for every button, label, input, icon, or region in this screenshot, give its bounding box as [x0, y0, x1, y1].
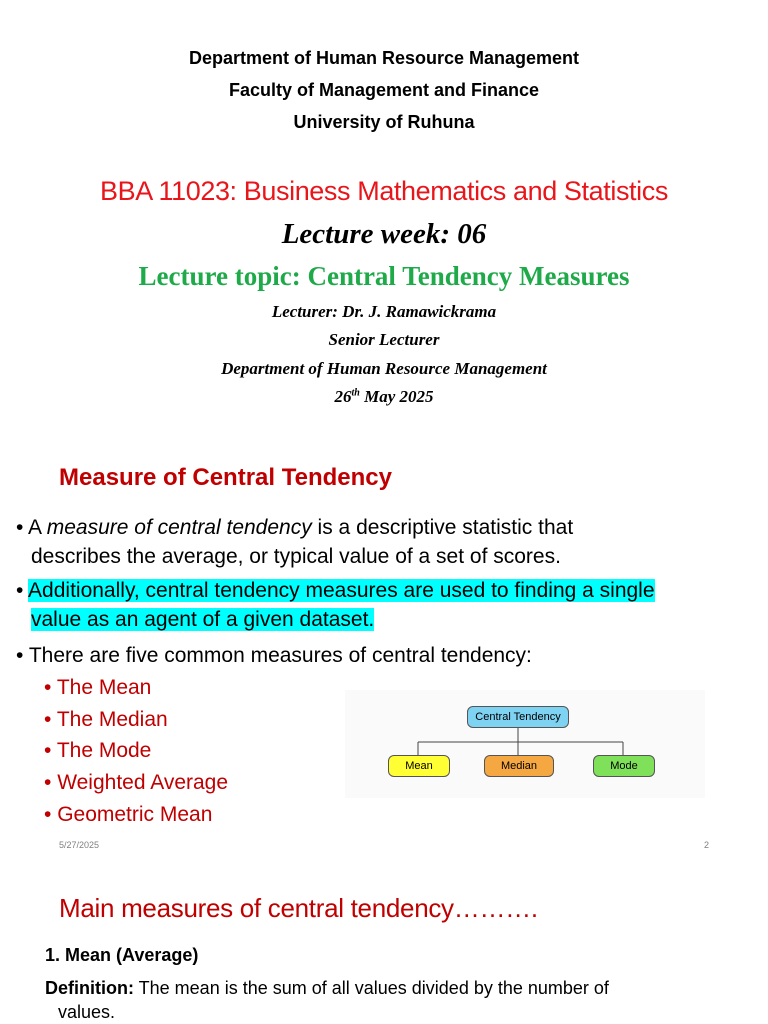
bullet-definition: • A measure of central tendency is a descriptive statistic that describes the average, or typical value of a set of scores. [16, 513, 756, 571]
measure-item: • The Median [44, 707, 168, 731]
measures-list [44, 672, 228, 831]
emphasis-term: measure of central tendency [46, 516, 312, 539]
page-number: 2 [704, 840, 710, 850]
measure-item: • Weighted Average [44, 771, 229, 795]
mean-definition-line2: values. [58, 1002, 116, 1022]
lecture-date [0, 387, 768, 407]
department-header: Department of Human Resource Management [188, 48, 580, 68]
lecturer-position: Senior Lecturer [328, 330, 440, 349]
lecture-topic: Lecture topic: Central Tendency Measures [138, 261, 630, 291]
central-tendency-diagram [345, 690, 705, 798]
bullet-definition-line2: describes the average, or typical value of a set of scores. [31, 545, 561, 568]
measure-item: • The Mean [44, 676, 152, 699]
slide3-title: Main measures of central tendency………. [59, 893, 538, 923]
lecturer-department: Department of Human Resource Management [221, 359, 547, 378]
course-title: BBA 11023: Business Mathematics and Statistics [100, 176, 668, 206]
bullet-dot: • [16, 644, 24, 667]
lecturer-name: Lecturer: Dr. J. Ramawickrama [271, 302, 497, 321]
diagram-median-box: Median [484, 755, 554, 777]
bullet-additionally [16, 576, 756, 634]
bullet-dot: • [16, 579, 24, 602]
bullet-five-measures: • There are five common measures of central tendency: [16, 644, 532, 667]
diagram-mode-box: Mode [593, 755, 655, 777]
mean-definition: Definition: The mean is the sum of all values divided by the number of values. [45, 976, 745, 1024]
date-day: 26 [334, 387, 352, 406]
date-suffix: th [351, 387, 360, 399]
university-header: University of Ruhuna [293, 112, 475, 132]
highlighted-text-line2: value as an agent of a given dataset. [31, 608, 375, 631]
diagram-root-box: Central Tendency [467, 706, 569, 728]
definition-label: Definition: [45, 978, 134, 998]
date-rest: May 2025 [359, 387, 434, 406]
lecture-week: Lecture week: 06 [281, 218, 487, 250]
measure-item: • The Mode [44, 739, 152, 763]
diagram-mean-box: Mean [388, 755, 450, 777]
measure-item: • Geometric Mean [44, 802, 213, 826]
highlighted-text: Additionally, central tendency measures are used to finding a single [28, 579, 655, 602]
bullet-dot: • [16, 516, 24, 539]
faculty-header: Faculty of Management and Finance [228, 80, 540, 100]
mean-heading: 1. Mean (Average) [45, 945, 199, 965]
footer-date: 5/27/2025 [59, 840, 100, 850]
slide2-title: Measure of Central Tendency [59, 464, 392, 491]
